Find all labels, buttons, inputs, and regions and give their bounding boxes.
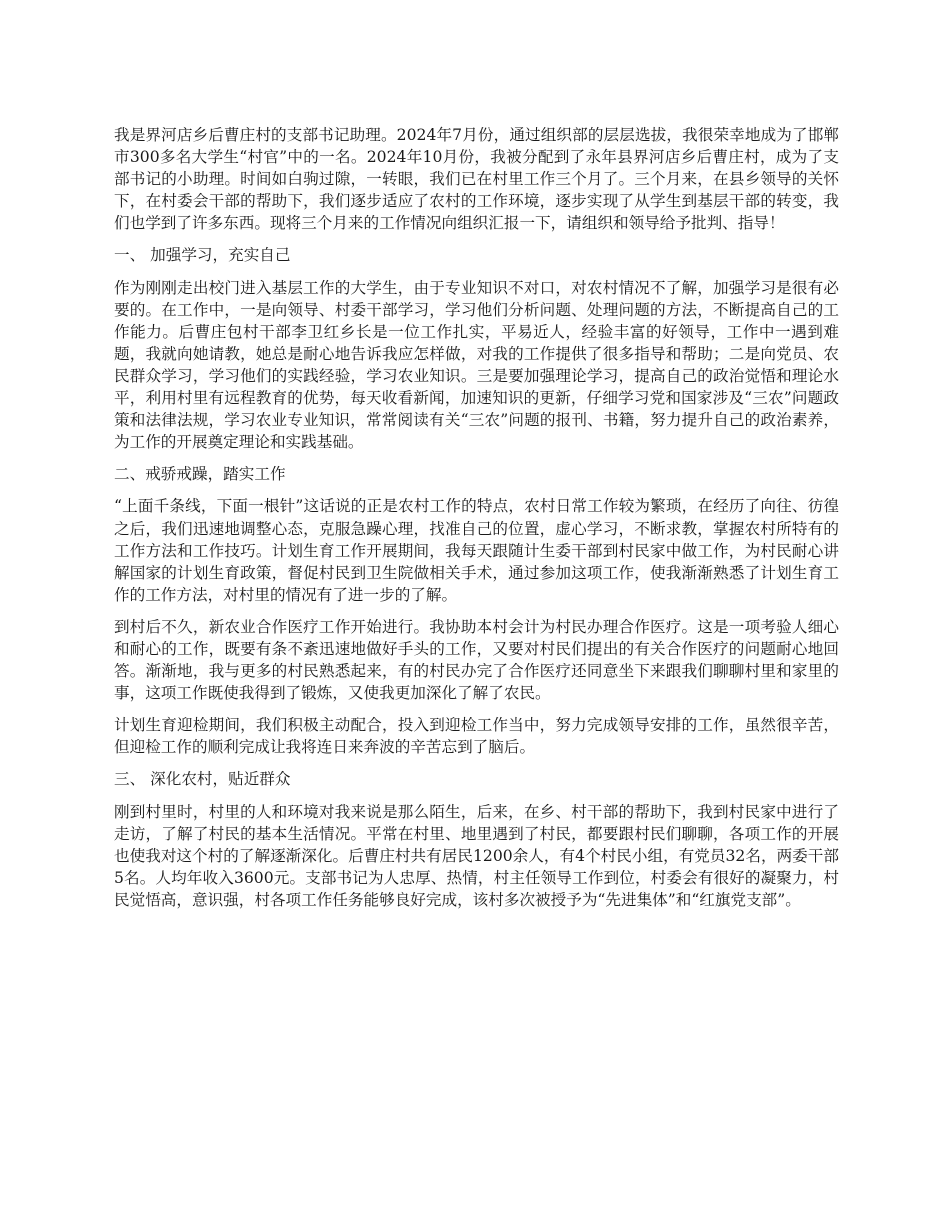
section-2-paragraph-1: “上面千条线，下面一根针”这话说的正是农村工作的特点，农村日常工作较为繁琐，在经历了向往、彷徨之后，我们迅速地调整心态，克服急躁心理，找准自己的位置，虚心学习，不断求教，掌握农村所特有的工作方法和工作技巧。计划生育工作开展期间，我每天跟随计生委干部到村民家中做工作，为村民耐心讲解国家的计划生育政策，督促村民到卫生院做相关手术，通过参加这项工作，使我渐渐熟悉了计划生育工作的工作方法，对村里的情况有了进一步的了解。 xyxy=(114,497,839,604)
section-2-paragraph-3: 计划生育迎检期间，我们积极主动配合，投入到迎检工作当中，努力完成领导安排的工作，虽然很辛苦，但迎检工作的顺利完成让我将连日来奔波的辛苦忘到了脑后。 xyxy=(114,716,839,757)
section-2-paragraph-2: 到村后不久，新农业合作医疗工作开始进行。我协助本村会计为村民办理合作医疗。这是一项考验人细心和耐心的工作，既要有条不紊迅速地做好手头的工作，又要对村民们提出的有关合作医疗的问题耐心地回答。渐渐地，我与更多的村民熟悉起来，有的村民办完了合作医疗还同意坐下来跟我们聊聊村里和家里的事，这项工作既使我得到了锻炼，又使我更加深化了解了农民。 xyxy=(114,617,839,703)
intro-paragraph: 我是界河店乡后曹庄村的支部书记助理。2024年7月份，通过组织部的层层选拔，我很荣幸地成为了邯郸市300多名大学生“村官”中的一名。2024年10月份，我被分配到了永年县界河店乡后曹庄村，成为了支部书记的小助理。时间如白驹过隙，一转眼，我们已在村里工作三个月了。三个月来，在县乡领导的关怀下，在村委会干部的帮助下，我们逐步适应了农村的工作环境，逐步实现了从学生到基层干部的转变，我们也学到了许多东西。现将三个月来的工作情况向组织汇报一下，请组织和领导给予批判、指导！ xyxy=(114,126,839,233)
section-heading-1: 一、 加强学习，充实自己 xyxy=(114,246,291,265)
section-1-paragraph: 作为刚刚走出校门进入基层工作的大学生，由于专业知识不对口，对农村情况不了解，加强学习是很有必要的。在工作中，一是向领导、村委干部学习，学习他们分析问题、处理问题的方法，不断提高自己的工作能力。后曹庄包村干部李卫红乡长是一位工作扎实，平易近人，经验丰富的好领导，工作中一遇到难题，我就向她请教，她总是耐心地告诉我应怎样做，对我的工作提供了很多指导和帮助；二是向党员、农民群众学习，学习他们的实践经验，学习农业知识。三是要加强理论学习，提高自己的政治觉悟和理论水平，利用村里有远程教育的优势，每天收看新闻，加速知识的更新，仔细学习党和国家涉及“三农”问题政策和法律法规，学习农业专业知识，常常阅读有关“三农”问题的报刊、书籍，努力提升自己的政治素养，为工作的开展奠定理论和实践基础。 xyxy=(114,278,839,452)
document-page xyxy=(114,124,839,921)
section-heading-2: 二、戒骄戒躁，踏实工作 xyxy=(114,465,286,484)
section-heading-3: 三、 深化农村，贴近群众 xyxy=(114,770,291,789)
section-3-paragraph: 刚到村里时，村里的人和环境对我来说是那么陌生，后来，在乡、村干部的帮助下，我到村民家中进行了走访，了解了村民的基本生活情况。平常在村里、地里遇到了村民，都要跟村民们聊聊，各项工作的开展也使我对这个村的了解逐渐深化。后曹庄村共有居民1200余人，有4个村民小组，有党员32名，两委干部5名。人均年收入3600元。支部书记为人忠厚、热情，村主任领导工作到位，村委会有很好的凝聚力，村民觉悟高，意识强，村各项工作任务能够良好完成，该村多次被授予为“先进集体”和“红旗党支部”。 xyxy=(114,802,839,909)
